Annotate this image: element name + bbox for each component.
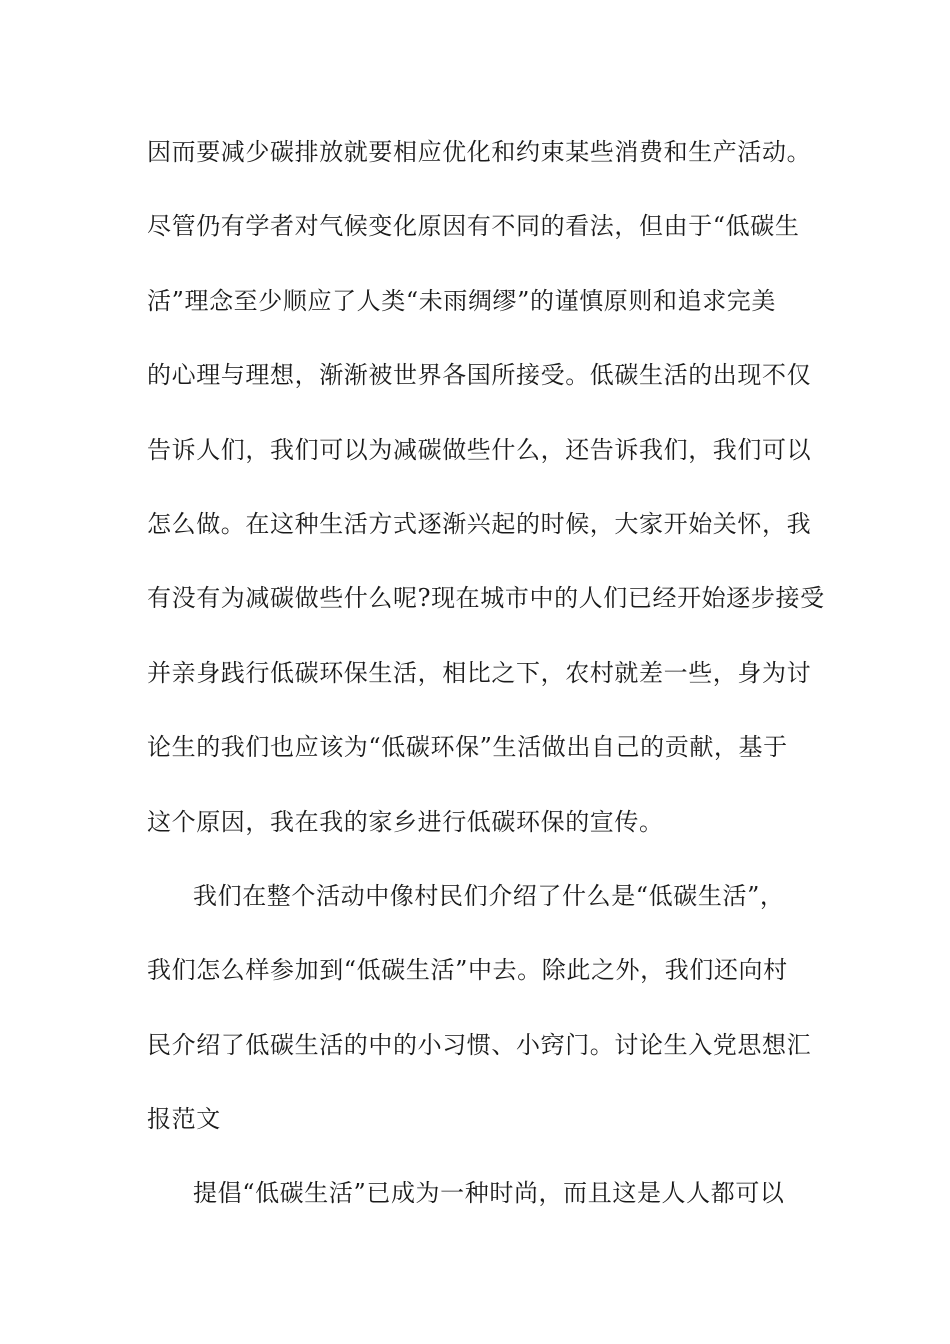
text-line: 怎么做。在这种生活方式逐渐兴起的时候，大家开始关怀，我 [147,509,812,538]
text-line: 并亲身践行低碳环保生活，相比之下，农村就差一些，身为讨 [147,658,812,687]
text-line: 告诉人们，我们可以为减碳做些什么，还告诉我们，我们可以 [147,435,812,464]
text-line: 报范文 [147,1105,221,1134]
text-line: 活”理念至少顺应了人类“未雨绸缪”的谨慎原则和追求完美 [147,286,777,315]
paragraph-start-line: 提倡“低碳生活”已成为一种时尚，而且这是人人都可以 [193,1179,785,1208]
text-line: 论生的我们也应该为“低碳环保”生活做出自己的贡献，基于 [147,733,788,762]
paragraph-start-line: 我们在整个活动中像村民们介绍了什么是“低碳生活”， [193,881,785,910]
text-line: 有没有为减碳做些什么呢?现在城市中的人们已经开始逐步接受 [147,584,825,613]
text-line: 这个原因，我在我的家乡进行低碳环保的宣传。 [147,807,664,836]
text-line: 因而要减少碳排放就要相应优化和约束某些消费和生产活动。 [147,138,812,166]
body-text [147,127,825,1243]
text-line: 的心理与理想，渐渐被世界各国所接受。低碳生活的出现不仅 [147,361,812,390]
text-line: 尽管仍有学者对气候变化原因有不同的看法，但由于“低碳生 [147,212,800,241]
text-line: 我们怎么样参加到“低碳生活”中去。除此之外，我们还向村 [147,956,788,985]
text-line: 民介绍了低碳生活的中的小习惯、小窍门。讨论生入党思想汇 [147,1030,812,1059]
